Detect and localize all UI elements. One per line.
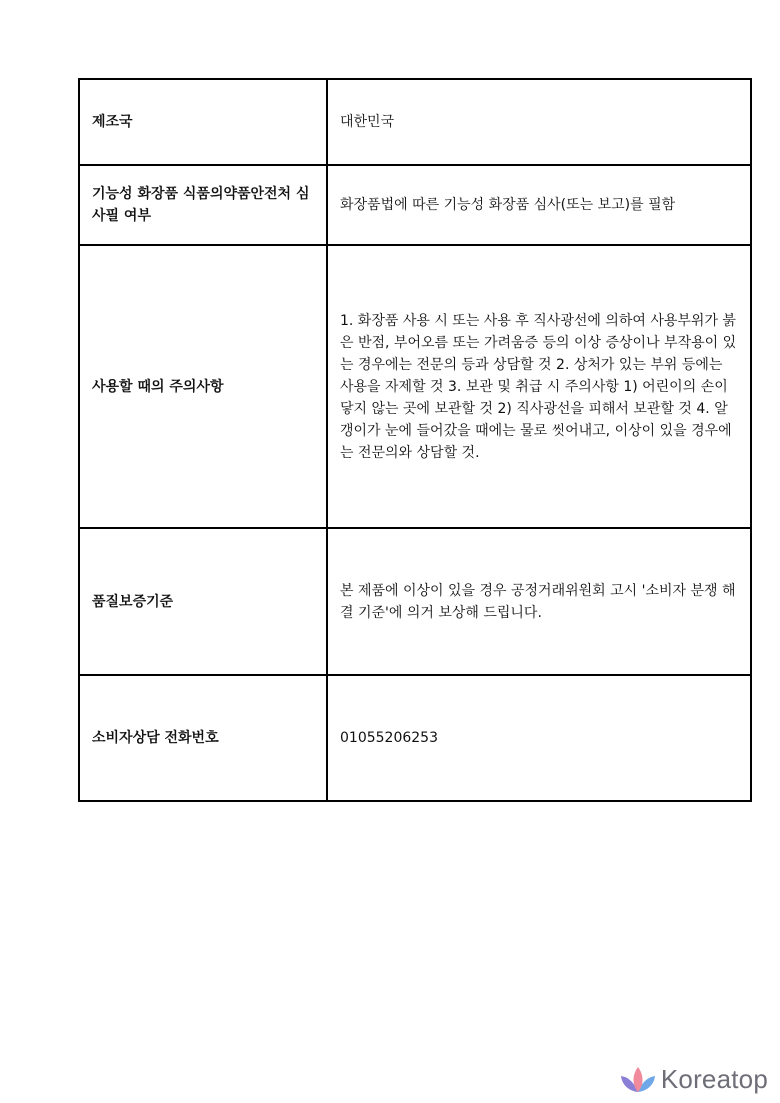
lotus-icon: [619, 1065, 657, 1095]
row-label: 사용할 때의 주의사항: [79, 245, 327, 528]
row-value: 화장품법에 따른 기능성 화장품 심사(또는 보고)를 필함: [327, 165, 751, 245]
koreatop-logo: [619, 1064, 768, 1095]
table-row-quality-assurance: [79, 528, 751, 675]
row-label: 제조국: [79, 79, 327, 165]
product-info-table: [78, 78, 752, 802]
row-value: 본 제품에 이상이 있을 경우 공정거래위원회 고시 '소비자 분쟁 해결 기준'에 의거 보상해 드립니다.: [327, 528, 751, 675]
row-value: 대한민국: [327, 79, 751, 165]
table-row-country: [79, 79, 751, 165]
row-label: 품질보증기준: [79, 528, 327, 675]
row-value: 1. 화장품 사용 시 또는 사용 후 직사광선에 의하여 사용부위가 붉은 반점, 부어오름 또는 가려움증 등의 이상 증상이나 부작용이 있는 경우에는 전문의 등과 상담할 것 2. 상처가 있는 부위 등에는 사용을 자제할 것 3. 보관 및 취급 시 주의사항 1) 어린이의 손이 닿지 않는 곳에 보관할 것 2) 직사광선을 피해서 보관할 것 4. 알갱이가 눈에 들어갔을 때에는 물로 씻어내고, 이상이 있을 경우에는 전문의와 상담할 것.: [327, 245, 751, 528]
table-row-precautions: [79, 245, 751, 528]
table-row-functional-review: [79, 165, 751, 245]
row-label: 소비자상담 전화번호: [79, 675, 327, 801]
row-value: 01055206253: [327, 675, 751, 801]
logo-text: Koreatop: [660, 1064, 768, 1094]
row-label: 기능성 화장품 식품의약품안전처 심사필 여부: [79, 165, 327, 245]
table-row-consumer-phone: [79, 675, 751, 801]
